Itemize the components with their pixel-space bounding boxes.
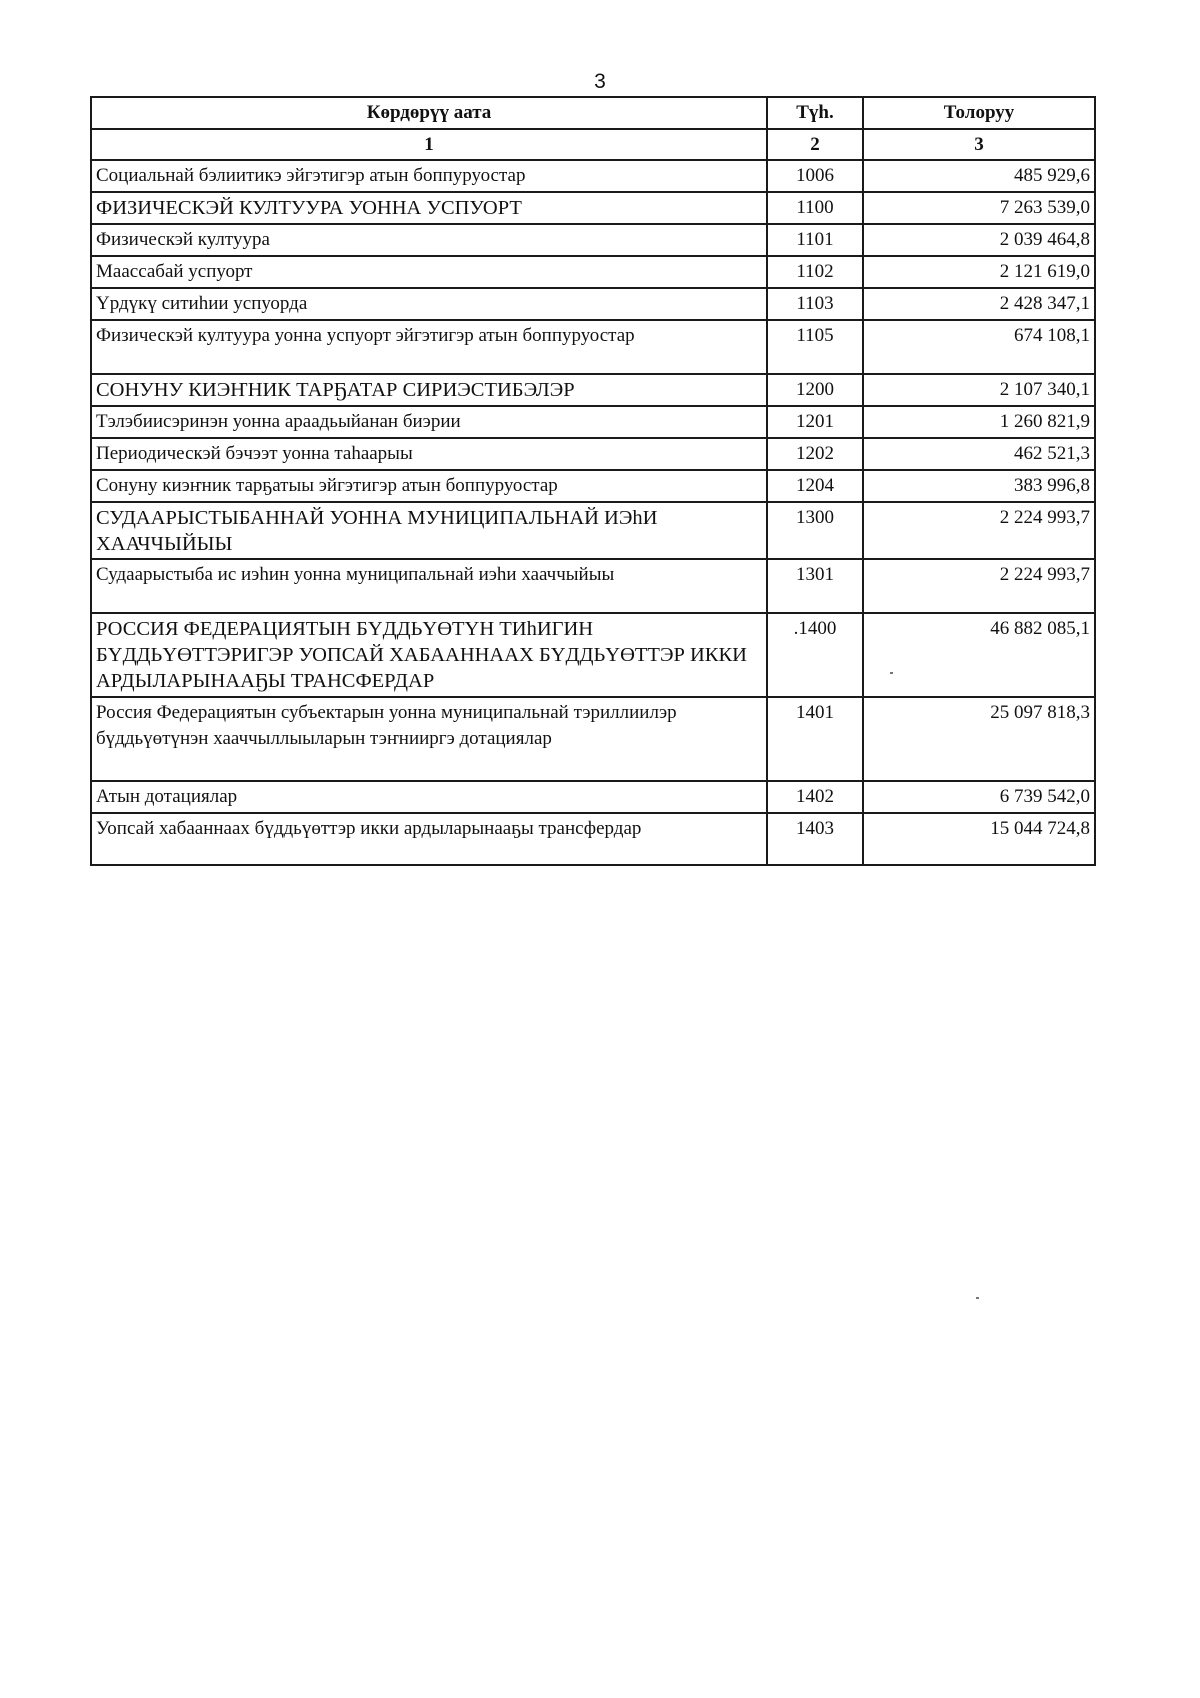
row-code: 1401 bbox=[767, 697, 863, 781]
table-row bbox=[91, 192, 1095, 224]
row-name: СОНУНУ КИЭҤНИК ТАРҔАТАР СИРИЭСТИБЭЛЭР bbox=[91, 374, 767, 406]
table-row bbox=[91, 438, 1095, 470]
row-code: 1100 bbox=[767, 192, 863, 224]
row-name: Периодическэй бэчээт уонна таhаарыы bbox=[91, 438, 767, 470]
header-amount: Толоруу bbox=[863, 97, 1095, 129]
row-name: Социальнай бэлиитикэ эйгэтигэр атын боппуруостар bbox=[91, 160, 767, 192]
table-row bbox=[91, 559, 1095, 613]
table-row bbox=[91, 697, 1095, 781]
budget-table bbox=[90, 96, 1096, 866]
row-amount: 2 121 619,0 bbox=[863, 256, 1095, 288]
row-code: 1402 bbox=[767, 781, 863, 813]
row-code: 1103 bbox=[767, 288, 863, 320]
column-number-row bbox=[91, 129, 1095, 160]
row-amount: 383 996,8 bbox=[863, 470, 1095, 502]
row-code: 1102 bbox=[767, 256, 863, 288]
row-amount: 2 224 993,7 bbox=[863, 559, 1095, 613]
table-row bbox=[91, 406, 1095, 438]
row-name: Атын дотациялар bbox=[91, 781, 767, 813]
row-name: Физическэй култуура bbox=[91, 224, 767, 256]
page-number: 3 bbox=[594, 70, 606, 93]
row-name: Тэлэбиисэринэн уонна араадьыйанан биэрии bbox=[91, 406, 767, 438]
row-code: 1204 bbox=[767, 470, 863, 502]
row-code: 1301 bbox=[767, 559, 863, 613]
row-amount: 485 929,6 bbox=[863, 160, 1095, 192]
table-row bbox=[91, 160, 1095, 192]
row-amount: 462 521,3 bbox=[863, 438, 1095, 470]
row-code: 1101 bbox=[767, 224, 863, 256]
table-row bbox=[91, 502, 1095, 559]
row-amount: 6 739 542,0 bbox=[863, 781, 1095, 813]
row-amount: 2 224 993,7 bbox=[863, 502, 1095, 559]
scan-speck bbox=[976, 1297, 979, 1299]
row-amount: 2 039 464,8 bbox=[863, 224, 1095, 256]
header-code: Түh. bbox=[767, 97, 863, 129]
row-name: Уопсай хабааннаах бүддьүөттэр икки ардыларынааҕы трансфердар bbox=[91, 813, 767, 865]
header-indicator-name: Көрдөрүү аата bbox=[91, 97, 767, 129]
row-code: 1403 bbox=[767, 813, 863, 865]
column-number-1: 1 bbox=[91, 129, 767, 160]
row-code: 1300 bbox=[767, 502, 863, 559]
row-amount: 1 260 821,9 bbox=[863, 406, 1095, 438]
row-amount: 2 428 347,1 bbox=[863, 288, 1095, 320]
table-row bbox=[91, 470, 1095, 502]
table-row bbox=[91, 288, 1095, 320]
row-amount: 7 263 539,0 bbox=[863, 192, 1095, 224]
row-amount: 15 044 724,8 bbox=[863, 813, 1095, 865]
row-code: 1201 bbox=[767, 406, 863, 438]
row-code: 1105 bbox=[767, 320, 863, 374]
table-row bbox=[91, 781, 1095, 813]
row-code: 1006 bbox=[767, 160, 863, 192]
row-code: .1400 bbox=[767, 613, 863, 697]
row-name: Судаарыстыба ис иэhин уонна муниципальнай иэhи хааччыйыы bbox=[91, 559, 767, 613]
row-amount: 25 097 818,3 bbox=[863, 697, 1095, 781]
row-name: Россия Федерациятын субъектарын уонна муниципальнай тэриллиилэр бүддьүөтүнэн хааччыллыыларын тэҥнииргэ дотациялар bbox=[91, 697, 767, 781]
row-amount: 674 108,1 bbox=[863, 320, 1095, 374]
row-name: Үрдүкү ситиhии успуорда bbox=[91, 288, 767, 320]
row-amount: 46 882 085,1 bbox=[863, 613, 1095, 697]
table-row bbox=[91, 256, 1095, 288]
row-name: Сонуну киэҥник тарҕатыы эйгэтигэр атын боппуруостар bbox=[91, 470, 767, 502]
table-row bbox=[91, 224, 1095, 256]
table-row bbox=[91, 320, 1095, 374]
row-code: 1202 bbox=[767, 438, 863, 470]
row-name: СУДААРЫСТЫБАННАЙ УОННА МУНИЦИПАЛЬНАЙ ИЭhИ ХААЧЧЫЙЫЫ bbox=[91, 502, 767, 559]
row-name: Физическэй култуура уонна успуорт эйгэтигэр атын боппуруостар bbox=[91, 320, 767, 374]
table-row bbox=[91, 374, 1095, 406]
table-row bbox=[91, 813, 1095, 865]
row-code: 1200 bbox=[767, 374, 863, 406]
column-number-3: 3 bbox=[863, 129, 1095, 160]
row-amount: 2 107 340,1 bbox=[863, 374, 1095, 406]
row-name: Маассабай успуорт bbox=[91, 256, 767, 288]
column-number-2: 2 bbox=[767, 129, 863, 160]
table-row bbox=[91, 613, 1095, 697]
scan-speck bbox=[890, 672, 893, 674]
row-name: РОССИЯ ФЕДЕРАЦИЯТЫН БҮДДЬҮӨТҮН ТИhИГИН БҮДДЬҮӨТТЭРИГЭР УОПСАЙ ХАБААННААХ БҮДДЬҮӨТТЭР ИККИ АРДЫЛАРЫНААҔЫ ТРАНСФЕРДАР bbox=[91, 613, 767, 697]
table-header-row bbox=[91, 97, 1095, 129]
row-name: ФИЗИЧЕСКЭЙ КУЛТУУРА УОННА УСПУОРТ bbox=[91, 192, 767, 224]
